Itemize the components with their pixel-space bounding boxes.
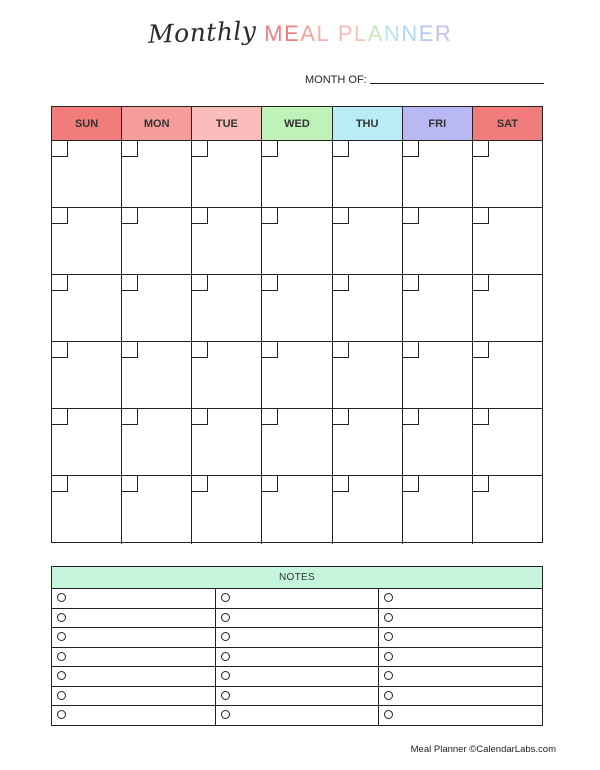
date-number-box[interactable] xyxy=(52,275,68,291)
date-number-box[interactable] xyxy=(192,208,208,224)
notes-row xyxy=(52,589,542,609)
day-cell[interactable] xyxy=(192,275,262,341)
day-cell[interactable] xyxy=(52,275,122,341)
day-cell[interactable] xyxy=(473,208,542,274)
calendar-grid xyxy=(51,106,543,543)
day-cell[interactable] xyxy=(473,342,542,408)
note-item[interactable] xyxy=(216,589,380,608)
checkbox-circle-icon[interactable] xyxy=(57,691,66,700)
date-number-box[interactable] xyxy=(262,476,278,492)
date-number-box[interactable] xyxy=(52,208,68,224)
date-number-box[interactable] xyxy=(333,141,349,157)
date-number-box[interactable] xyxy=(262,208,278,224)
week-row xyxy=(52,275,542,342)
date-number-box[interactable] xyxy=(192,141,208,157)
date-number-box[interactable] xyxy=(473,275,489,291)
note-item[interactable] xyxy=(379,589,542,608)
day-cell[interactable] xyxy=(192,342,262,408)
checkbox-circle-icon[interactable] xyxy=(221,632,230,641)
title-letter: N xyxy=(401,21,419,46)
checkbox-circle-icon[interactable] xyxy=(221,652,230,661)
day-cell[interactable] xyxy=(192,141,262,207)
week-row xyxy=(52,208,542,275)
notes-row xyxy=(52,648,542,668)
note-item[interactable] xyxy=(379,628,542,647)
note-item[interactable] xyxy=(379,667,542,686)
date-number-box[interactable] xyxy=(403,208,419,224)
checkbox-circle-icon[interactable] xyxy=(57,632,66,641)
note-item[interactable] xyxy=(379,687,542,706)
date-number-box[interactable] xyxy=(52,342,68,358)
date-number-box[interactable] xyxy=(403,476,419,492)
week-row xyxy=(52,141,542,208)
day-cell[interactable] xyxy=(333,141,403,207)
checkbox-circle-icon[interactable] xyxy=(384,632,393,641)
title-letter: P xyxy=(337,21,354,46)
day-cell[interactable] xyxy=(262,342,332,408)
note-item[interactable] xyxy=(379,648,542,667)
date-number-box[interactable] xyxy=(192,342,208,358)
day-cell[interactable] xyxy=(122,476,192,544)
day-cell[interactable] xyxy=(403,476,473,544)
date-number-box[interactable] xyxy=(122,275,138,291)
date-number-box[interactable] xyxy=(473,208,489,224)
day-cell[interactable] xyxy=(403,141,473,207)
date-number-box[interactable] xyxy=(403,275,419,291)
title-letter: E xyxy=(284,21,301,46)
calendar-weeks xyxy=(52,141,542,544)
day-cell[interactable] xyxy=(262,409,332,475)
title-meal-planner xyxy=(264,21,452,46)
week-row xyxy=(52,476,542,544)
checkbox-circle-icon[interactable] xyxy=(57,613,66,622)
day-cell[interactable] xyxy=(192,208,262,274)
note-item[interactable] xyxy=(216,628,380,647)
weekday-header-tue: TUE xyxy=(192,107,262,140)
date-number-box[interactable] xyxy=(52,141,68,157)
checkbox-circle-icon[interactable] xyxy=(221,671,230,680)
day-cell[interactable] xyxy=(52,208,122,274)
note-item[interactable] xyxy=(52,687,216,706)
day-cell[interactable] xyxy=(122,409,192,475)
weekday-header-mon: MON xyxy=(122,107,192,140)
checkbox-circle-icon[interactable] xyxy=(384,652,393,661)
note-item[interactable] xyxy=(52,589,216,608)
note-item[interactable] xyxy=(379,706,542,726)
note-item[interactable] xyxy=(52,628,216,647)
note-item[interactable] xyxy=(216,609,380,628)
checkbox-circle-icon[interactable] xyxy=(57,671,66,680)
date-number-box[interactable] xyxy=(122,141,138,157)
notes-row xyxy=(52,609,542,629)
date-number-box[interactable] xyxy=(473,342,489,358)
note-item[interactable] xyxy=(216,687,380,706)
checkbox-circle-icon[interactable] xyxy=(221,613,230,622)
day-cell[interactable] xyxy=(122,141,192,207)
checkbox-circle-icon[interactable] xyxy=(384,691,393,700)
weekday-header-sun: SUN xyxy=(52,107,122,140)
date-number-box[interactable] xyxy=(473,141,489,157)
date-number-box[interactable] xyxy=(192,409,208,425)
weekday-header-fri: FRI xyxy=(403,107,473,140)
checkbox-circle-icon[interactable] xyxy=(384,593,393,602)
day-cell[interactable] xyxy=(262,476,332,544)
weekday-header-thu: THU xyxy=(333,107,403,140)
note-item[interactable] xyxy=(216,648,380,667)
weekday-header-row xyxy=(52,107,542,141)
checkbox-circle-icon[interactable] xyxy=(221,710,230,719)
footer-credit: Meal Planner ©CalendarLabs.com xyxy=(410,744,556,755)
day-cell[interactable] xyxy=(52,141,122,207)
day-cell[interactable] xyxy=(122,275,192,341)
date-number-box[interactable] xyxy=(192,275,208,291)
day-cell[interactable] xyxy=(52,409,122,475)
note-item[interactable] xyxy=(216,667,380,686)
date-number-box[interactable] xyxy=(333,476,349,492)
date-number-box[interactable] xyxy=(262,409,278,425)
note-item[interactable] xyxy=(52,667,216,686)
day-cell[interactable] xyxy=(333,275,403,341)
date-number-box[interactable] xyxy=(262,141,278,157)
day-cell[interactable] xyxy=(403,275,473,341)
date-number-box[interactable] xyxy=(333,409,349,425)
checkbox-circle-icon[interactable] xyxy=(221,593,230,602)
checkbox-circle-icon[interactable] xyxy=(221,691,230,700)
date-number-box[interactable] xyxy=(122,409,138,425)
checkbox-circle-icon[interactable] xyxy=(57,652,66,661)
title-letter xyxy=(330,21,338,46)
day-cell[interactable] xyxy=(403,208,473,274)
month-of-label: MONTH OF: xyxy=(305,74,367,86)
date-number-box[interactable] xyxy=(122,208,138,224)
day-cell[interactable] xyxy=(473,476,542,544)
week-row xyxy=(52,409,542,476)
date-number-box[interactable] xyxy=(333,275,349,291)
date-number-box[interactable] xyxy=(333,208,349,224)
note-item[interactable] xyxy=(52,609,216,628)
day-cell[interactable] xyxy=(473,409,542,475)
planner-title xyxy=(0,18,600,47)
checkbox-circle-icon[interactable] xyxy=(384,671,393,680)
date-number-box[interactable] xyxy=(473,476,489,492)
title-letter: N xyxy=(383,21,402,46)
day-cell[interactable] xyxy=(333,476,403,544)
day-cell[interactable] xyxy=(333,208,403,274)
notes-row xyxy=(52,628,542,648)
date-number-box[interactable] xyxy=(262,342,278,358)
month-of-field[interactable] xyxy=(370,83,544,84)
date-number-box[interactable] xyxy=(403,141,419,157)
title-letter: L xyxy=(354,21,368,46)
day-cell[interactable] xyxy=(262,208,332,274)
notes-row xyxy=(52,687,542,707)
date-number-box[interactable] xyxy=(122,342,138,358)
title-letter: E xyxy=(418,21,435,46)
checkbox-circle-icon[interactable] xyxy=(384,613,393,622)
day-cell[interactable] xyxy=(473,275,542,341)
title-letter: A xyxy=(300,21,317,46)
note-item[interactable] xyxy=(52,706,216,726)
notes-rows xyxy=(52,589,542,726)
date-number-box[interactable] xyxy=(122,476,138,492)
notes-row xyxy=(52,667,542,687)
weekday-header-wed: WED xyxy=(262,107,332,140)
day-cell[interactable] xyxy=(403,342,473,408)
checkbox-circle-icon[interactable] xyxy=(57,710,66,719)
note-item[interactable] xyxy=(216,706,380,726)
title-letter: L xyxy=(316,21,331,46)
date-number-box[interactable] xyxy=(52,476,68,492)
title-script-word: Monthly xyxy=(147,16,257,49)
notes-row xyxy=(52,706,542,726)
day-cell[interactable] xyxy=(192,409,262,475)
date-number-box[interactable] xyxy=(403,409,419,425)
notes-section xyxy=(51,566,543,726)
note-item[interactable] xyxy=(52,648,216,667)
title-letter: R xyxy=(434,21,453,46)
day-cell[interactable] xyxy=(192,476,262,544)
note-item[interactable] xyxy=(379,609,542,628)
weekday-header-sat: SAT xyxy=(473,107,542,140)
day-cell[interactable] xyxy=(262,275,332,341)
day-cell[interactable] xyxy=(403,409,473,475)
date-number-box[interactable] xyxy=(52,409,68,425)
date-number-box[interactable] xyxy=(473,409,489,425)
date-number-box[interactable] xyxy=(192,476,208,492)
title-letter: A xyxy=(367,21,384,46)
date-number-box[interactable] xyxy=(262,275,278,291)
day-cell[interactable] xyxy=(122,342,192,408)
day-cell[interactable] xyxy=(333,409,403,475)
week-row xyxy=(52,342,542,409)
checkbox-circle-icon[interactable] xyxy=(384,710,393,719)
date-number-box[interactable] xyxy=(403,342,419,358)
day-cell[interactable] xyxy=(52,342,122,408)
day-cell[interactable] xyxy=(52,476,122,544)
checkbox-circle-icon[interactable] xyxy=(57,593,66,602)
date-number-box[interactable] xyxy=(333,342,349,358)
day-cell[interactable] xyxy=(333,342,403,408)
day-cell[interactable] xyxy=(122,208,192,274)
day-cell[interactable] xyxy=(473,141,542,207)
day-cell[interactable] xyxy=(262,141,332,207)
title-letter: M xyxy=(264,21,285,46)
notes-header: NOTES xyxy=(52,567,542,589)
